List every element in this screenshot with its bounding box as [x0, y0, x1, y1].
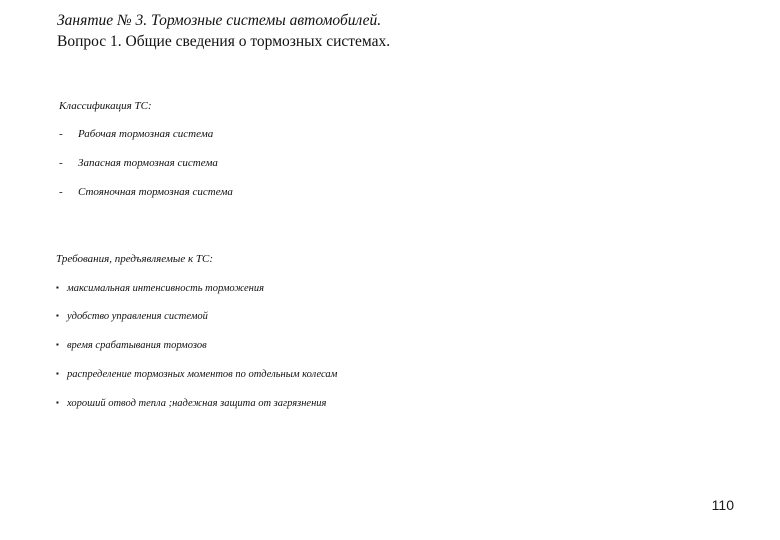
classification-heading: Классификация ТС:	[59, 100, 152, 112]
bullet-marker: ▪	[56, 340, 59, 349]
bullet-marker: ▪	[56, 283, 59, 292]
classification-item-label: Запасная тормозная система	[78, 157, 218, 169]
requirement-item	[56, 398, 326, 409]
requirement-item	[56, 283, 264, 294]
requirement-item-label: удобство управления системой	[67, 311, 208, 322]
slide-title	[57, 10, 390, 52]
requirements-heading: Требования, предъявляемые к ТС:	[56, 253, 213, 265]
dash-marker: -	[59, 157, 63, 169]
requirement-item	[56, 369, 337, 380]
question-title: Вопрос 1. Общие сведения о тормозных системах.	[57, 33, 391, 50]
requirement-item-label: время срабатывания тормозов	[67, 340, 207, 351]
requirement-item-label: максимальная интенсивность торможения	[67, 283, 265, 294]
bullet-marker: ▪	[56, 369, 59, 378]
requirement-item	[56, 340, 207, 351]
classification-item-label: Стояночная тормозная система	[78, 186, 233, 198]
bullet-marker: ▪	[56, 311, 59, 320]
bullet-marker: ▪	[56, 398, 59, 407]
classification-item-label: Рабочая тормозная система	[78, 128, 214, 140]
requirement-item-label: распределение тормозных моментов по отдельным колесам	[67, 369, 338, 380]
classification-item	[59, 157, 218, 169]
requirement-item	[56, 311, 208, 322]
dash-marker: -	[59, 128, 63, 140]
page-number: 110	[711, 497, 734, 513]
classification-item	[59, 186, 233, 198]
lesson-title: Занятие № 3. Тормозные системы автомобилей.	[57, 12, 382, 29]
classification-item	[59, 128, 213, 140]
dash-marker: -	[59, 186, 63, 198]
requirement-item-label: хороший отвод тепла ;надежная защита от загрязнения	[67, 398, 327, 409]
